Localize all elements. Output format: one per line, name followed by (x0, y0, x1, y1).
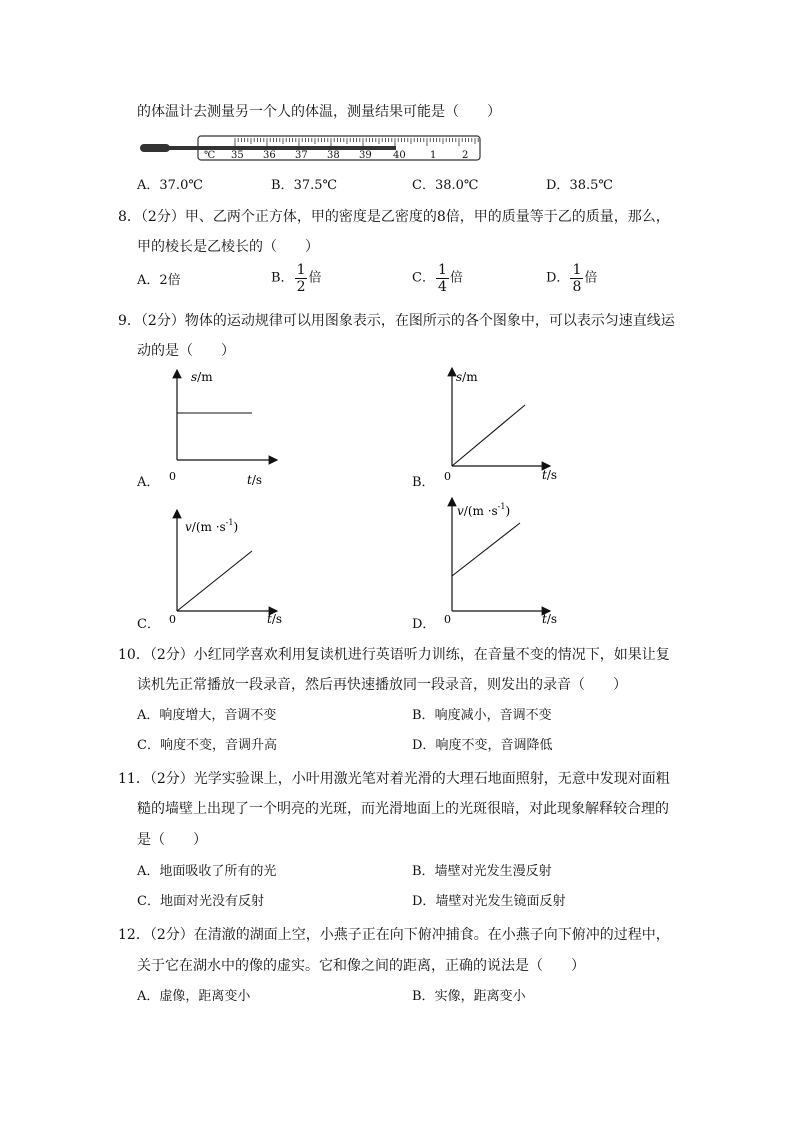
q8-option-d[interactable]: D． $\frac{1}{8}$ 倍 (546, 262, 598, 295)
q7-text: 的体温计去测量另一个人的体温，测量结果可能是（ ） (137, 104, 501, 120)
thermometer-tick-label: 36 (263, 150, 276, 161)
q8-text-line2: 甲的棱长是乙棱长的（ ） (137, 239, 319, 255)
q12-option-a[interactable]: A．虚像，距离变小 (137, 989, 251, 1004)
y-axis-label: s/m (191, 370, 213, 384)
q8-option-a[interactable]: A．2倍 (137, 273, 181, 288)
thermometer-tick-label: 38 (327, 150, 340, 161)
q8-option-b[interactable]: B． $\frac{1}{2}$ 倍 (271, 262, 322, 295)
graph-c (165, 505, 290, 630)
q10-option-b[interactable]: B．响度减小，音调不变 (412, 708, 552, 723)
thermometer-tick-label: 37 (295, 150, 308, 161)
fraction-one-eighth: $\frac{1}{8}$ (572, 262, 582, 295)
q11-text-line1: 11．（2分）光学实验课上，小叶用激光笔对着光滑的大理石地面照射，无意中发现对面粗 (118, 771, 670, 787)
q8-option-c[interactable]: C． $\frac{1}{4}$ 倍 (412, 262, 463, 295)
q7-option-b[interactable]: B．37.5℃ (271, 178, 338, 193)
q12-text-line1: 12．（2分）在清澈的湖面上空，小燕子正在向下俯冲捕食。在小燕子向下俯冲的过程中， (118, 927, 670, 943)
thermometer-tick-label: 1 (430, 150, 437, 161)
q11-text-line2: 糙的墙壁上出现了一个明亮的光斑，而光滑地面上的光斑很暗，对此现象解释较合理的 (137, 801, 669, 817)
graph-line (452, 523, 520, 576)
q9-option-c-label[interactable]: C． (137, 617, 160, 632)
origin-label: 0 (169, 470, 176, 483)
fraction-one-half: $\frac{1}{2}$ (296, 262, 306, 295)
thermometer-tick-label: 39 (359, 150, 372, 161)
x-axis-label: t/s (542, 612, 558, 626)
q10-option-c[interactable]: C．响度不变，音调升高 (137, 738, 277, 753)
q7-option-d[interactable]: D．38.5℃ (546, 178, 613, 193)
graph-line (177, 551, 252, 611)
y-axis-label: $v/(m \cdot s^{-1})$ (185, 518, 239, 534)
q9-option-d-label[interactable]: D． (412, 617, 436, 632)
graph-line (452, 405, 525, 466)
origin-label: 0 (169, 613, 176, 626)
y-axis-label: s/m (456, 370, 478, 384)
origin-label: 0 (444, 470, 451, 483)
q9-option-b-label[interactable]: B． (412, 475, 435, 490)
q11-option-b[interactable]: B．墙壁对光发生漫反射 (412, 864, 552, 879)
x-axis-label: t/s (267, 612, 283, 626)
q9-option-a-label[interactable]: A． (137, 475, 160, 490)
q9-text-line1: 9．（2分）物体的运动规律可以用图象表示，在图所示的各个图象中，可以表示匀速直线运 (118, 313, 675, 329)
thermometer-tick-label: 2 (462, 150, 469, 161)
q11-option-c[interactable]: C．地面对光没有反射 (137, 894, 264, 909)
thermometer-tick-label: 35 (231, 150, 244, 161)
q10-option-a[interactable]: A．响度增大，音调不变 (137, 708, 277, 723)
q11-option-d[interactable]: D．墙壁对光发生镜面反射 (412, 894, 566, 909)
graph-d (440, 495, 565, 630)
x-axis-label: t/s (247, 473, 263, 487)
graph-a (165, 365, 285, 490)
fraction-one-quarter: $\frac{1}{4}$ (437, 262, 447, 295)
origin-label: 0 (444, 613, 451, 626)
thermometer-tick-label: 40 (393, 150, 406, 161)
q10-text-line2: 读机先正常播放一段录音，然后再快速播放同一段录音，则发出的录音（ ） (137, 677, 627, 693)
thermometer-figure (140, 133, 485, 165)
graph-b (440, 365, 560, 490)
x-axis-label: t/s (542, 468, 558, 482)
q8-text-line1: 8．（2分）甲、乙两个正方体，甲的密度是乙密度的8倍，甲的质量等于乙的质量，那么， (118, 209, 670, 225)
q7-option-c[interactable]: C．38.0℃ (412, 178, 479, 193)
q11-option-a[interactable]: A．地面吸收了所有的光 (137, 864, 277, 879)
q9-text-line2: 动的是（ ） (137, 343, 235, 359)
thermometer-unit: ℃ (204, 150, 216, 161)
q10-text-line1: 10．（2分）小红同学喜欢利用复读机进行英语听力训练，在音量不变的情况下，如果让复 (118, 647, 670, 663)
q7-option-a[interactable]: A．37.0℃ (137, 178, 203, 193)
q10-option-d[interactable]: D．响度不变，音调降低 (412, 738, 553, 753)
q12-option-b[interactable]: B．实像，距离变小 (412, 989, 526, 1004)
q12-text-line2: 关于它在湖水中的像的虚实。它和像之间的距离，正确的说法是（ ） (137, 958, 585, 974)
q11-text-line3: 是（ ） (137, 832, 207, 848)
y-axis-label: $v/(m \cdot s^{-1})$ (457, 502, 511, 518)
